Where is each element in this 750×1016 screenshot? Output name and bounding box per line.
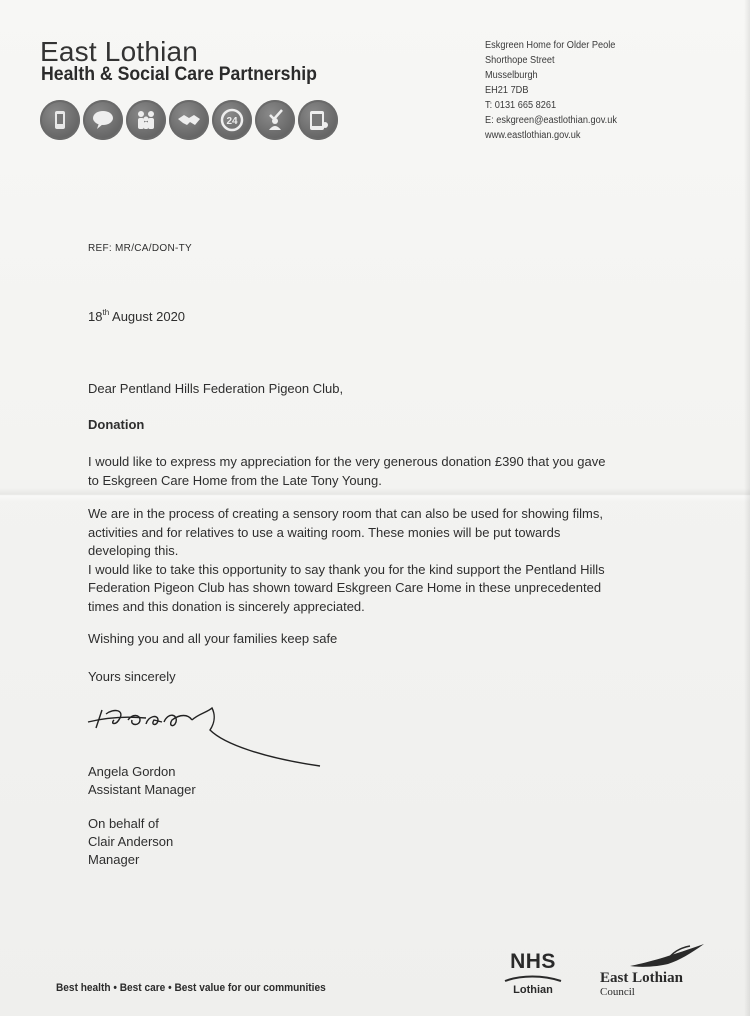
- council-name: East Lothian: [600, 970, 683, 986]
- address-line: Musselburgh: [485, 70, 538, 81]
- paragraph-line: I would like to take this opportunity to say thank you for the kind support the Pentland Hills: [88, 561, 605, 577]
- sender-address: [485, 38, 628, 143]
- wishes-line: Wishing you and all your families keep safe: [88, 631, 338, 646]
- signer-name: Angela Gordon: [88, 764, 176, 779]
- address-line: Shorthope Street: [485, 55, 555, 66]
- paragraph-appreciation: [88, 453, 605, 490]
- handshake-icon: [169, 100, 209, 140]
- manager-name: Clair Anderson: [88, 834, 174, 849]
- address-email: E: eskgreen@eastlothian.gov.uk: [485, 115, 617, 126]
- paragraph-line: We are in the process of creating a sensory room that can also be used for showing films,: [88, 506, 603, 521]
- address-line: EH21 7DB: [485, 85, 529, 96]
- paper-fold: [0, 488, 750, 502]
- manager-title: Manager: [88, 852, 140, 867]
- signer-block: [88, 763, 196, 799]
- paragraph-line: I would like to express my appreciation for the very generous donation £390 that you gave: [88, 454, 606, 469]
- tablet-device-icon: [298, 100, 338, 140]
- date-day: 18: [88, 309, 103, 324]
- paragraph-sensory-room: [88, 505, 605, 616]
- paragraph-line: to Eskgreen Care Home from the Late Tony Young.: [88, 472, 382, 488]
- date-suffix: th: [102, 308, 110, 317]
- on-behalf-block: [88, 815, 173, 869]
- family-group-icon: [126, 100, 166, 140]
- salutation: Dear Pentland Hills Federation Pigeon Club,: [88, 381, 344, 396]
- brand-title: East Lothian: [40, 36, 199, 67]
- person-check-icon: [255, 100, 295, 140]
- partnership-icons: [40, 100, 338, 140]
- brand-subtitle: Health & Social Care Partnership: [41, 64, 317, 85]
- svg-text:24: 24: [226, 116, 238, 127]
- paragraph-line: activities and for relatives to use a waiting room. These monies will be put towards: [88, 524, 561, 540]
- reference: REF: MR/CA/DON-TY: [88, 243, 192, 254]
- closing: Yours sincerely: [88, 669, 176, 684]
- nhs-lothian-logo: [500, 950, 566, 997]
- footer-tagline: Best health • Best care • Best value for our communities: [56, 982, 326, 994]
- east-lothian-council-logo: [600, 942, 720, 999]
- handwritten-signature: [84, 700, 324, 772]
- council-label: Council: [600, 986, 635, 998]
- paragraph-line: developing this.: [88, 543, 179, 558]
- address-phone: T: 0131 665 8261: [485, 100, 557, 111]
- mobile-phone-icon: [40, 100, 80, 140]
- date-rest: August 2020: [109, 309, 186, 324]
- nhs-wordmark: NHS: [510, 950, 556, 973]
- address-website: www.eastlothian.gov.uk: [485, 130, 581, 141]
- nhs-region: Lothian: [513, 984, 553, 996]
- subject-heading: Donation: [88, 417, 145, 432]
- behalf-label: On behalf of: [88, 816, 159, 831]
- nhs-swoosh-icon: [503, 974, 563, 984]
- 24-hour-clock-icon: [212, 100, 252, 140]
- paragraph-line: times and this donation is sincerely appreciated.: [88, 598, 365, 614]
- paper-edge-shadow: [744, 0, 750, 1016]
- speech-bubble-icon: [83, 100, 123, 140]
- bird-emblem-icon: [620, 942, 710, 970]
- paragraph-line: Federation Pigeon Club has shown toward Eskgreen Care Home in these unprecedented: [88, 580, 602, 595]
- letter-date: [88, 308, 185, 326]
- address-line: Eskgreen Home for Older Peole: [485, 40, 616, 51]
- signer-title: Assistant Manager: [88, 782, 196, 797]
